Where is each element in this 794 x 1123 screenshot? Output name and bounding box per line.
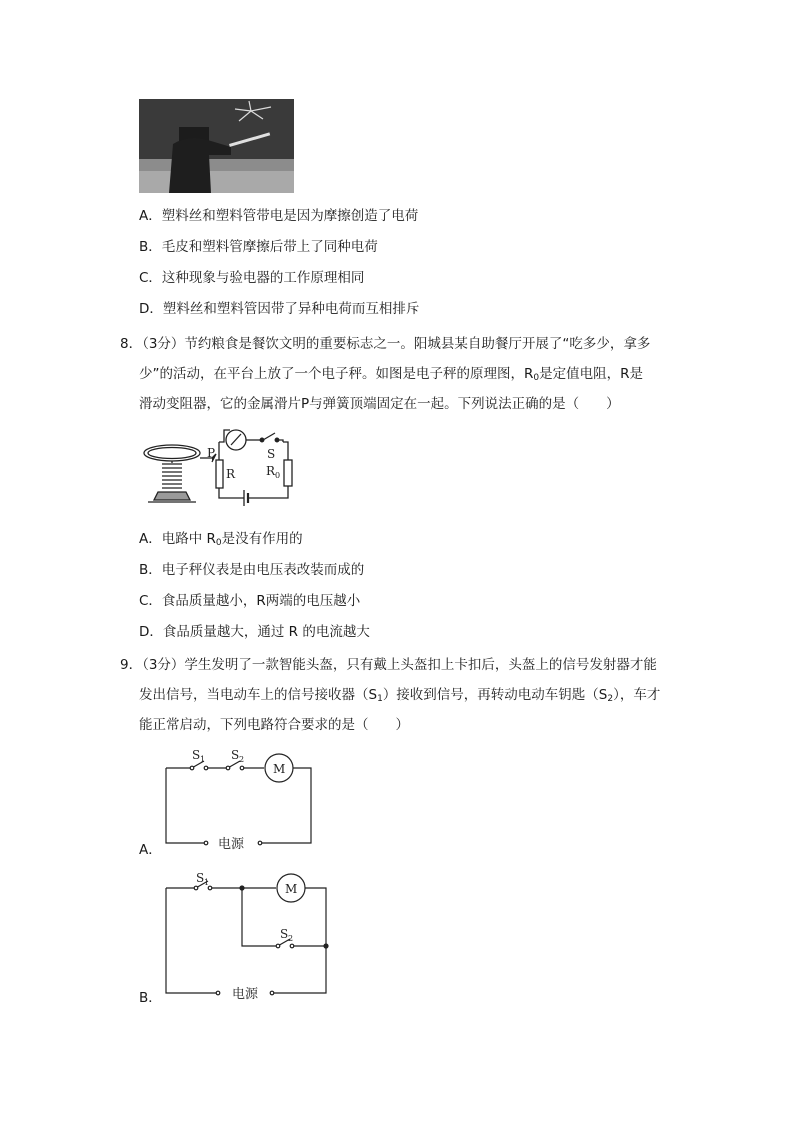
q8-stem-line2: 少”的活动，在平台上放了一个电子秤。如图是电子秤的原理图，$R_0$是定值电阻，R是 xyxy=(139,366,643,383)
motor-label: M xyxy=(285,882,298,896)
q8-scale-diagram xyxy=(138,428,308,514)
q7-option-c: C．这种现象与验电器的工作原理相同 xyxy=(139,270,365,286)
q9-stem-line3: 能正常启动，下列电路符合要求的是（ ） xyxy=(139,717,409,733)
svg-text:2: 2 xyxy=(288,934,294,943)
q8-option-a: A．电路中 $R_0$是没有作用的 xyxy=(139,531,303,548)
q8-option-b: B．电子秤仪表是由电压表改装而成的 xyxy=(139,562,365,578)
q9-option-b-label: B． xyxy=(139,990,162,1006)
q9-stem-line2: 发出信号，当电动车上的信号接收器$(S_1)$接收到信号，再转动电动车钥匙$(S_2)$，车才 xyxy=(139,687,661,704)
label-r0: R xyxy=(266,464,276,478)
q7-option-b: B．毛皮和塑料管摩擦后带上了同种电荷 xyxy=(139,239,378,255)
label-r0-sub: 0 xyxy=(275,471,281,480)
label-p: P xyxy=(207,446,216,460)
label-s: S xyxy=(267,447,276,461)
q9-option-a-label: A． xyxy=(139,842,162,858)
q7-option-a: A．塑料丝和塑料管带电是因为摩擦创造了电荷 xyxy=(139,208,419,224)
q7-option-d: D．塑料丝和塑料管因带了异种电荷而互相排斥 xyxy=(139,301,420,317)
q8-stem-line3: 滑动变阻器，它的金属滑片P与弹簧顶端固定在一起。下列说法正确的是（ ） xyxy=(139,396,620,412)
svg-text:S: S xyxy=(192,748,201,762)
svg-text:S: S xyxy=(231,748,240,762)
svg-text:S: S xyxy=(280,927,289,941)
power-source-label: 电源 xyxy=(232,987,259,1002)
q8-stem-line1: 8．（3分）节约粮食是餐饮文明的重要标志之一。阳城县某自助餐厅开展了“吃多少，拿多 xyxy=(120,336,651,352)
svg-text:1: 1 xyxy=(204,878,210,887)
q9-circuit-a xyxy=(160,745,320,855)
motor-label: M xyxy=(273,762,286,776)
svg-text:1: 1 xyxy=(200,755,206,764)
q9-stem-line1: 9．（3分）学生发明了一款智能头盔，只有戴上头盔扣上卡扣后，头盔上的信号发射器才能 xyxy=(120,657,657,673)
svg-text:2: 2 xyxy=(239,755,245,764)
q9-circuit-b xyxy=(160,872,340,1006)
svg-text:S: S xyxy=(196,872,205,885)
label-r: R xyxy=(226,467,236,481)
q8-option-d: D．食品质量越大，通过 R 的电流越大 xyxy=(139,624,370,640)
q8-option-c: C．食品质量越小，R两端的电压越小 xyxy=(139,593,361,609)
experiment-photo xyxy=(139,99,294,193)
power-source-label: 电源 xyxy=(218,837,245,851)
